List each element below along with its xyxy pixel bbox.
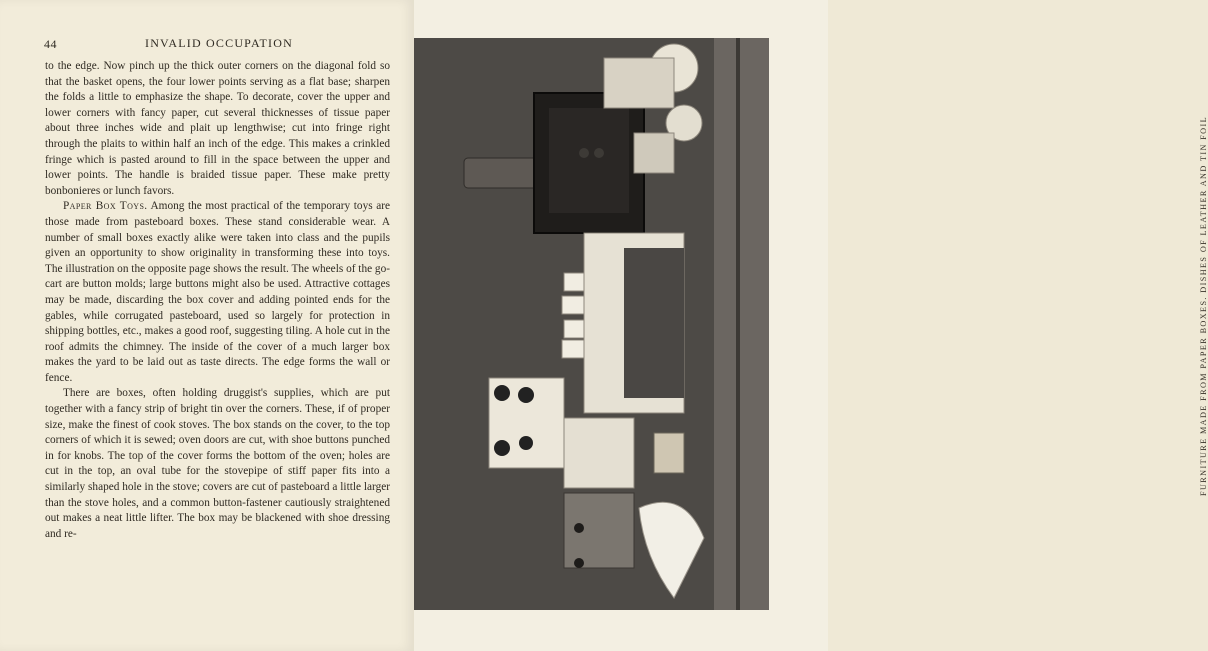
paragraph-text: There are boxes, often holding druggist's supplies, which are put together with a fancy strip of bright tin over the corners. These, if of proper size, make the finest of cook stoves. The box stands on the cover, to the top corners of which it is sewed; oven doors are cut, with shoe buttons punched in for knobs. The top of the cover forms the bottom of the oven; holes are cut in the top, an oval tube for the stovepipe of stiff paper fits into a similarly shaped hole in the stove; covers are cut of pasteboard a little larger than the stove holes, and a common button-fastener cautiously straightened out makes a neat little lifter. The box may be blackened with shoe dressing and re- bbox=[45, 387, 390, 540]
plate-caption: FURNITURE MADE FROM PAPER BOXES. DISHES OF LEATHER AND TIN FOIL bbox=[1199, 115, 1208, 496]
paragraph-text: to the edge. Now pinch up the thick outer corners on the diagonal fold so that the basket opens, the four lower points serving as a flat base; sharpen the folds a little to emphasize the shape. To decorate, cover the upper and lower corners with fancy paper, cut several thicknesses of tissue paper about three inches wide and plait up lengthwise; cut into fringe right through the plaits to within half an inch of the edge. This makes a crinkled fringe which is pasted around to fill in the space between the upper and lower points. The handle is braided tissue paper. These make pretty bonbonieres or lunch favors. bbox=[45, 60, 390, 197]
page-number: 44 bbox=[44, 37, 57, 51]
left-page bbox=[0, 0, 414, 651]
section-heading: Paper Box Toys. bbox=[63, 200, 148, 213]
paragraph bbox=[45, 59, 390, 199]
right-page bbox=[414, 0, 1208, 651]
body-text bbox=[45, 59, 390, 542]
paragraph bbox=[45, 386, 390, 542]
toy-furniture-illustration bbox=[414, 38, 769, 610]
plate-photograph bbox=[414, 38, 769, 610]
paragraph bbox=[45, 199, 390, 386]
running-head: INVALID OCCUPATION bbox=[145, 36, 293, 50]
paragraph-text: Among the most practical of the temporary toys are those made from pasteboard boxes. These stand considerable wear. A number of small boxes exactly alike were taken into class and the pupils given an opportunity to show originality in transforming these into toys. The illustration on the opposite page shows the result. The wheels of the go-cart are button molds; large buttons might also be used. Attractive cottages may be made, discarding the box cover and adding pointed ends for the gables, while corrugated pasteboard, used so largely for protection in shipping bottles, etc., makes a good roof, suggesting tiling. A hole cut in the roof admits the chimney. The inside of the cover of a much larger box makes the yard to be laid out as taste directs. The edge forms the wall or fence. bbox=[45, 200, 390, 384]
